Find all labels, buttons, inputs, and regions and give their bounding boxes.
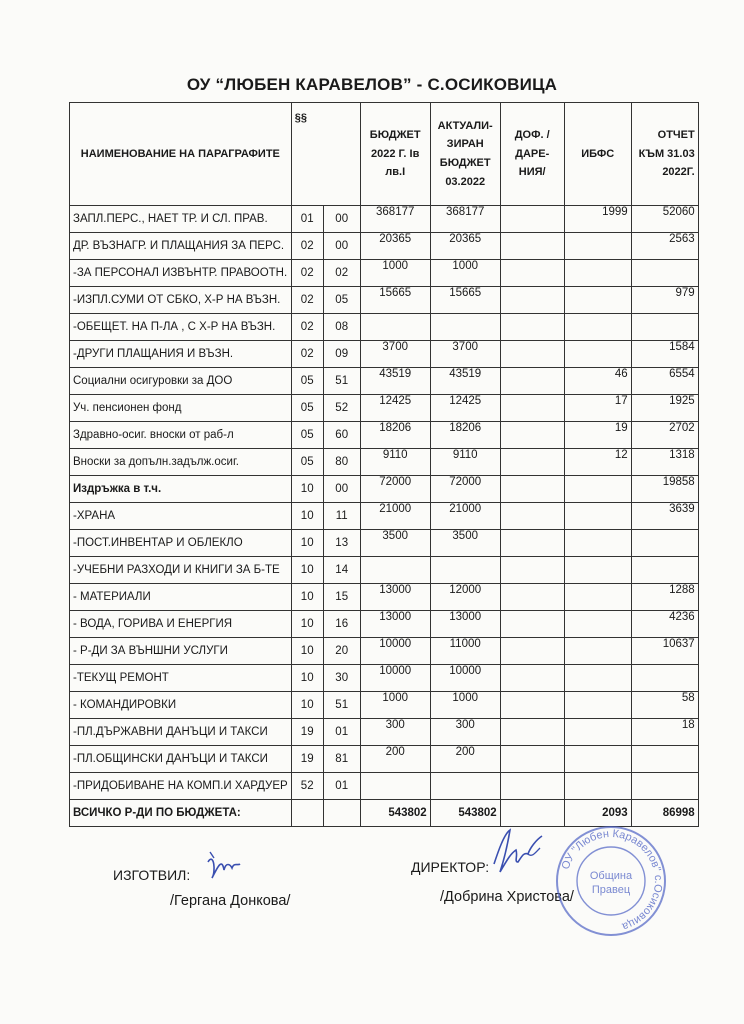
cell-ibfs xyxy=(564,287,631,314)
cell-dof xyxy=(500,638,564,665)
cell-paragraph: 10 xyxy=(291,530,323,557)
table-row xyxy=(70,449,699,476)
cell-subparagraph: 00 xyxy=(323,476,360,503)
cell-report: 18 xyxy=(631,719,698,746)
cell-report: 4236 xyxy=(631,611,698,638)
cell-ibfs xyxy=(564,557,631,584)
cell-name: -ДРУГИ ПЛАЩАНИЯ И ВЪЗН. xyxy=(70,341,292,368)
cell-name: - МАТЕРИАЛИ xyxy=(70,584,292,611)
cell-budget: 15665 xyxy=(360,287,430,314)
header-budget: БЮДЖЕТ 2022 Г. Iв лв.I xyxy=(360,103,430,206)
cell-name: ДР. ВЪЗНАГР. И ПЛАЩАНИЯ ЗА ПЕРС. xyxy=(70,233,292,260)
cell-report: 3639 xyxy=(631,503,698,530)
cell-subparagraph: 00 xyxy=(323,233,360,260)
total-cell-report: 86998 xyxy=(631,800,698,827)
table-row xyxy=(70,773,699,800)
cell-name: ЗАПЛ.ПЕРС., НАЕТ ТР. И СЛ. ПРАВ. xyxy=(70,206,292,233)
cell-ibfs xyxy=(564,314,631,341)
cell-report xyxy=(631,314,698,341)
cell-budget: 10000 xyxy=(360,638,430,665)
cell-dof xyxy=(500,503,564,530)
cell-actualized-budget: 300 xyxy=(430,719,500,746)
cell-paragraph: 10 xyxy=(291,557,323,584)
table-row xyxy=(70,665,699,692)
cell-paragraph: 10 xyxy=(291,503,323,530)
cell-report xyxy=(631,260,698,287)
cell-name: -ПРИДОБИВАНЕ НА КОМП.И ХАРДУЕР xyxy=(70,773,292,800)
cell-ibfs xyxy=(564,746,631,773)
cell-dof xyxy=(500,692,564,719)
cell-actualized-budget: 20365 xyxy=(430,233,500,260)
cell-actualized-budget: 200 xyxy=(430,746,500,773)
cell-actualized-budget: 15665 xyxy=(430,287,500,314)
cell-dof xyxy=(500,665,564,692)
cell-subparagraph: 02 xyxy=(323,260,360,287)
cell-actualized-budget: 12000 xyxy=(430,584,500,611)
cell-report: 10637 xyxy=(631,638,698,665)
cell-report: 979 xyxy=(631,287,698,314)
cell-actualized-budget: 1000 xyxy=(430,692,500,719)
director-label: ДИРЕКТОР: xyxy=(411,859,490,875)
cell-paragraph: 19 xyxy=(291,746,323,773)
cell-ibfs xyxy=(564,719,631,746)
cell-paragraph: 02 xyxy=(291,314,323,341)
cell-ibfs xyxy=(564,584,631,611)
total-cell-actualized-budget: 543802 xyxy=(430,800,500,827)
cell-dof xyxy=(500,206,564,233)
cell-name: -ЗА ПЕРСОНАЛ ИЗВЪНТР. ПРАВООТН. xyxy=(70,260,292,287)
cell-budget: 13000 xyxy=(360,611,430,638)
cell-ibfs: 12 xyxy=(564,449,631,476)
cell-dof xyxy=(500,449,564,476)
cell-ibfs: 1999 xyxy=(564,206,631,233)
cell-actualized-budget: 3500 xyxy=(430,530,500,557)
cell-subparagraph: 05 xyxy=(323,287,360,314)
total-cell-budget: 543802 xyxy=(360,800,430,827)
cell-paragraph: 05 xyxy=(291,395,323,422)
cell-name: Вноски за допълн.задълж.осиг. xyxy=(70,449,292,476)
cell-ibfs: 17 xyxy=(564,395,631,422)
cell-ibfs xyxy=(564,341,631,368)
cell-dof xyxy=(500,314,564,341)
cell-budget: 368177 xyxy=(360,206,430,233)
cell-subparagraph: 01 xyxy=(323,773,360,800)
cell-report: 58 xyxy=(631,692,698,719)
cell-subparagraph: 14 xyxy=(323,557,360,584)
cell-actualized-budget xyxy=(430,557,500,584)
cell-actualized-budget xyxy=(430,773,500,800)
cell-budget: 10000 xyxy=(360,665,430,692)
cell-subparagraph: 08 xyxy=(323,314,360,341)
svg-text:ОУ "Любен Каравелов" с.Осикови: ОУ "Любен Каравелов" с.Осиковица xyxy=(559,827,665,933)
cell-actualized-budget: 12425 xyxy=(430,395,500,422)
total-cell-ibfs: 2093 xyxy=(564,800,631,827)
cell-subparagraph: 51 xyxy=(323,368,360,395)
svg-text:Община: Община xyxy=(589,870,633,882)
cell-report xyxy=(631,530,698,557)
header-name: НАИМЕНОВАНИЕ НА ПАРАГРАФИТЕ xyxy=(70,103,292,206)
cell-budget: 12425 xyxy=(360,395,430,422)
header-report: ОТЧЕТ КЪМ 31.03 2022Г. xyxy=(631,103,698,206)
header-dof: ДОФ. /ДАРЕ- НИЯ/ xyxy=(500,103,564,206)
table-row xyxy=(70,422,699,449)
cell-paragraph: 02 xyxy=(291,287,323,314)
cell-name: - КОМАНДИРОВКИ xyxy=(70,692,292,719)
cell-name: -ПОСТ.ИНВЕНТАР И ОБЛЕКЛО xyxy=(70,530,292,557)
cell-ibfs xyxy=(564,476,631,503)
cell-subparagraph: 80 xyxy=(323,449,360,476)
table-row xyxy=(70,530,699,557)
cell-dof xyxy=(500,584,564,611)
total-cell-subparagraph xyxy=(323,800,360,827)
cell-paragraph: 19 xyxy=(291,719,323,746)
cell-dof xyxy=(500,557,564,584)
cell-budget: 1000 xyxy=(360,260,430,287)
cell-name: -УЧЕБНИ РАЗХОДИ И КНИГИ ЗА Б-ТЕ xyxy=(70,557,292,584)
cell-paragraph: 02 xyxy=(291,233,323,260)
cell-actualized-budget: 9110 xyxy=(430,449,500,476)
cell-subparagraph: 09 xyxy=(323,341,360,368)
cell-actualized-budget: 3700 xyxy=(430,341,500,368)
cell-report: 1925 xyxy=(631,395,698,422)
cell-paragraph: 10 xyxy=(291,476,323,503)
cell-ibfs xyxy=(564,611,631,638)
header-actualized-budget: АКТУАЛИ- ЗИРАН БЮДЖЕТ 03.2022 xyxy=(430,103,500,206)
prepared-by-signature xyxy=(200,848,248,888)
cell-actualized-budget: 43519 xyxy=(430,368,500,395)
cell-name: Здравно-осиг. вноски от раб-л xyxy=(70,422,292,449)
cell-report xyxy=(631,746,698,773)
cell-ibfs xyxy=(564,692,631,719)
cell-dof xyxy=(500,746,564,773)
cell-paragraph: 02 xyxy=(291,260,323,287)
cell-ibfs xyxy=(564,530,631,557)
cell-actualized-budget: 18206 xyxy=(430,422,500,449)
cell-subparagraph: 13 xyxy=(323,530,360,557)
cell-report: 1288 xyxy=(631,584,698,611)
cell-paragraph: 10 xyxy=(291,665,323,692)
cell-report: 19858 xyxy=(631,476,698,503)
cell-name: -ПЛ.ДЪРЖАВНИ ДАНЪЦИ И ТАКСИ xyxy=(70,719,292,746)
prepared-by-label: ИЗГОТВИЛ: xyxy=(113,867,191,883)
cell-budget: 21000 xyxy=(360,503,430,530)
cell-name: Социални осигуровки за ДОО xyxy=(70,368,292,395)
cell-ibfs xyxy=(564,665,631,692)
cell-report: 2563 xyxy=(631,233,698,260)
cell-dof xyxy=(500,611,564,638)
cell-budget: 9110 xyxy=(360,449,430,476)
cell-paragraph: 05 xyxy=(291,449,323,476)
table-row xyxy=(70,260,699,287)
table-row xyxy=(70,503,699,530)
cell-subparagraph: 81 xyxy=(323,746,360,773)
cell-budget: 300 xyxy=(360,719,430,746)
header-paragraph: §§ xyxy=(291,103,360,206)
cell-dof xyxy=(500,233,564,260)
cell-budget: 43519 xyxy=(360,368,430,395)
cell-actualized-budget: 368177 xyxy=(430,206,500,233)
table-body xyxy=(70,206,699,827)
cell-name: -ТЕКУЩ РЕМОНТ xyxy=(70,665,292,692)
cell-dof xyxy=(500,287,564,314)
cell-actualized-budget: 72000 xyxy=(430,476,500,503)
cell-subparagraph: 01 xyxy=(323,719,360,746)
cell-subparagraph: 15 xyxy=(323,584,360,611)
cell-subparagraph: 00 xyxy=(323,206,360,233)
cell-dof xyxy=(500,719,564,746)
cell-name: -ИЗПЛ.СУМИ ОТ СБКО, Х-Р НА ВЪЗН. xyxy=(70,287,292,314)
cell-budget: 3700 xyxy=(360,341,430,368)
table-row xyxy=(70,638,699,665)
cell-budget xyxy=(360,773,430,800)
svg-text:Правец: Правец xyxy=(591,884,631,896)
cell-dof xyxy=(500,341,564,368)
cell-subparagraph: 52 xyxy=(323,395,360,422)
table-row xyxy=(70,233,699,260)
cell-report xyxy=(631,665,698,692)
document-title: ОУ “ЛЮБЕН КАРАВЕЛОВ” - С.ОСИКОВИЦА xyxy=(186,75,558,94)
cell-paragraph: 10 xyxy=(291,611,323,638)
table-row xyxy=(70,719,699,746)
table-row xyxy=(70,746,699,773)
total-cell-paragraph xyxy=(291,800,323,827)
table-row xyxy=(70,611,699,638)
cell-paragraph: 10 xyxy=(291,584,323,611)
cell-budget: 72000 xyxy=(360,476,430,503)
director-name: /Добрина Христова/ xyxy=(440,889,574,905)
table-row xyxy=(70,557,699,584)
cell-report: 1584 xyxy=(631,341,698,368)
header-ibfs: ИБФС xyxy=(564,103,631,206)
cell-ibfs: 19 xyxy=(564,422,631,449)
table-row xyxy=(70,368,699,395)
cell-actualized-budget: 11000 xyxy=(430,638,500,665)
director-signature xyxy=(484,822,554,882)
cell-budget: 13000 xyxy=(360,584,430,611)
cell-paragraph: 01 xyxy=(291,206,323,233)
cell-ibfs xyxy=(564,260,631,287)
cell-report xyxy=(631,557,698,584)
cell-budget xyxy=(360,314,430,341)
cell-name: - ВОДА, ГОРИВА И ЕНЕРГИЯ xyxy=(70,611,292,638)
official-stamp xyxy=(553,823,669,939)
cell-name: - Р-ДИ ЗА ВЪНШНИ УСЛУГИ xyxy=(70,638,292,665)
cell-report: 52060 xyxy=(631,206,698,233)
cell-subparagraph: 30 xyxy=(323,665,360,692)
cell-ibfs: 46 xyxy=(564,368,631,395)
cell-paragraph: 02 xyxy=(291,341,323,368)
cell-ibfs xyxy=(564,503,631,530)
cell-ibfs xyxy=(564,638,631,665)
table-row xyxy=(70,314,699,341)
cell-dof xyxy=(500,530,564,557)
cell-paragraph: 10 xyxy=(291,638,323,665)
table-row xyxy=(70,395,699,422)
cell-report xyxy=(631,773,698,800)
table-row xyxy=(70,287,699,314)
cell-actualized-budget: 21000 xyxy=(430,503,500,530)
cell-ibfs xyxy=(564,233,631,260)
cell-paragraph: 52 xyxy=(291,773,323,800)
table-row xyxy=(70,206,699,233)
cell-report: 1318 xyxy=(631,449,698,476)
cell-name: Уч. пенсионен фонд xyxy=(70,395,292,422)
cell-name: -ОБЕЩЕТ. НА П-ЛА , С Х-Р НА ВЪЗН. xyxy=(70,314,292,341)
cell-actualized-budget xyxy=(430,314,500,341)
cell-subparagraph: 16 xyxy=(323,611,360,638)
cell-budget: 200 xyxy=(360,746,430,773)
cell-dof xyxy=(500,476,564,503)
table-header-row xyxy=(70,103,699,206)
cell-report: 2702 xyxy=(631,422,698,449)
cell-subparagraph: 11 xyxy=(323,503,360,530)
table-row xyxy=(70,476,699,503)
cell-dof xyxy=(500,422,564,449)
cell-budget: 18206 xyxy=(360,422,430,449)
cell-budget: 1000 xyxy=(360,692,430,719)
budget-table xyxy=(69,102,699,827)
cell-budget: 20365 xyxy=(360,233,430,260)
cell-paragraph: 05 xyxy=(291,368,323,395)
table-row xyxy=(70,692,699,719)
cell-actualized-budget: 13000 xyxy=(430,611,500,638)
cell-subparagraph: 60 xyxy=(323,422,360,449)
cell-name: -ПЛ.ОБЩИНСКИ ДАНЪЦИ И ТАКСИ xyxy=(70,746,292,773)
cell-actualized-budget: 10000 xyxy=(430,665,500,692)
cell-paragraph: 05 xyxy=(291,422,323,449)
cell-report: 6554 xyxy=(631,368,698,395)
cell-dof xyxy=(500,260,564,287)
cell-name: Издръжка в т.ч. xyxy=(70,476,292,503)
cell-budget xyxy=(360,557,430,584)
cell-dof xyxy=(500,773,564,800)
cell-paragraph: 10 xyxy=(291,692,323,719)
total-cell-name: ВСИЧКО Р-ДИ ПО БЮДЖЕТА: xyxy=(70,800,292,827)
cell-name: -ХРАНА xyxy=(70,503,292,530)
cell-dof xyxy=(500,368,564,395)
cell-actualized-budget: 1000 xyxy=(430,260,500,287)
cell-budget: 3500 xyxy=(360,530,430,557)
prepared-by-name: /Гергана Донкова/ xyxy=(170,893,291,909)
table-row xyxy=(70,341,699,368)
cell-subparagraph: 20 xyxy=(323,638,360,665)
cell-dof xyxy=(500,395,564,422)
cell-ibfs xyxy=(564,773,631,800)
cell-subparagraph: 51 xyxy=(323,692,360,719)
table-row xyxy=(70,584,699,611)
